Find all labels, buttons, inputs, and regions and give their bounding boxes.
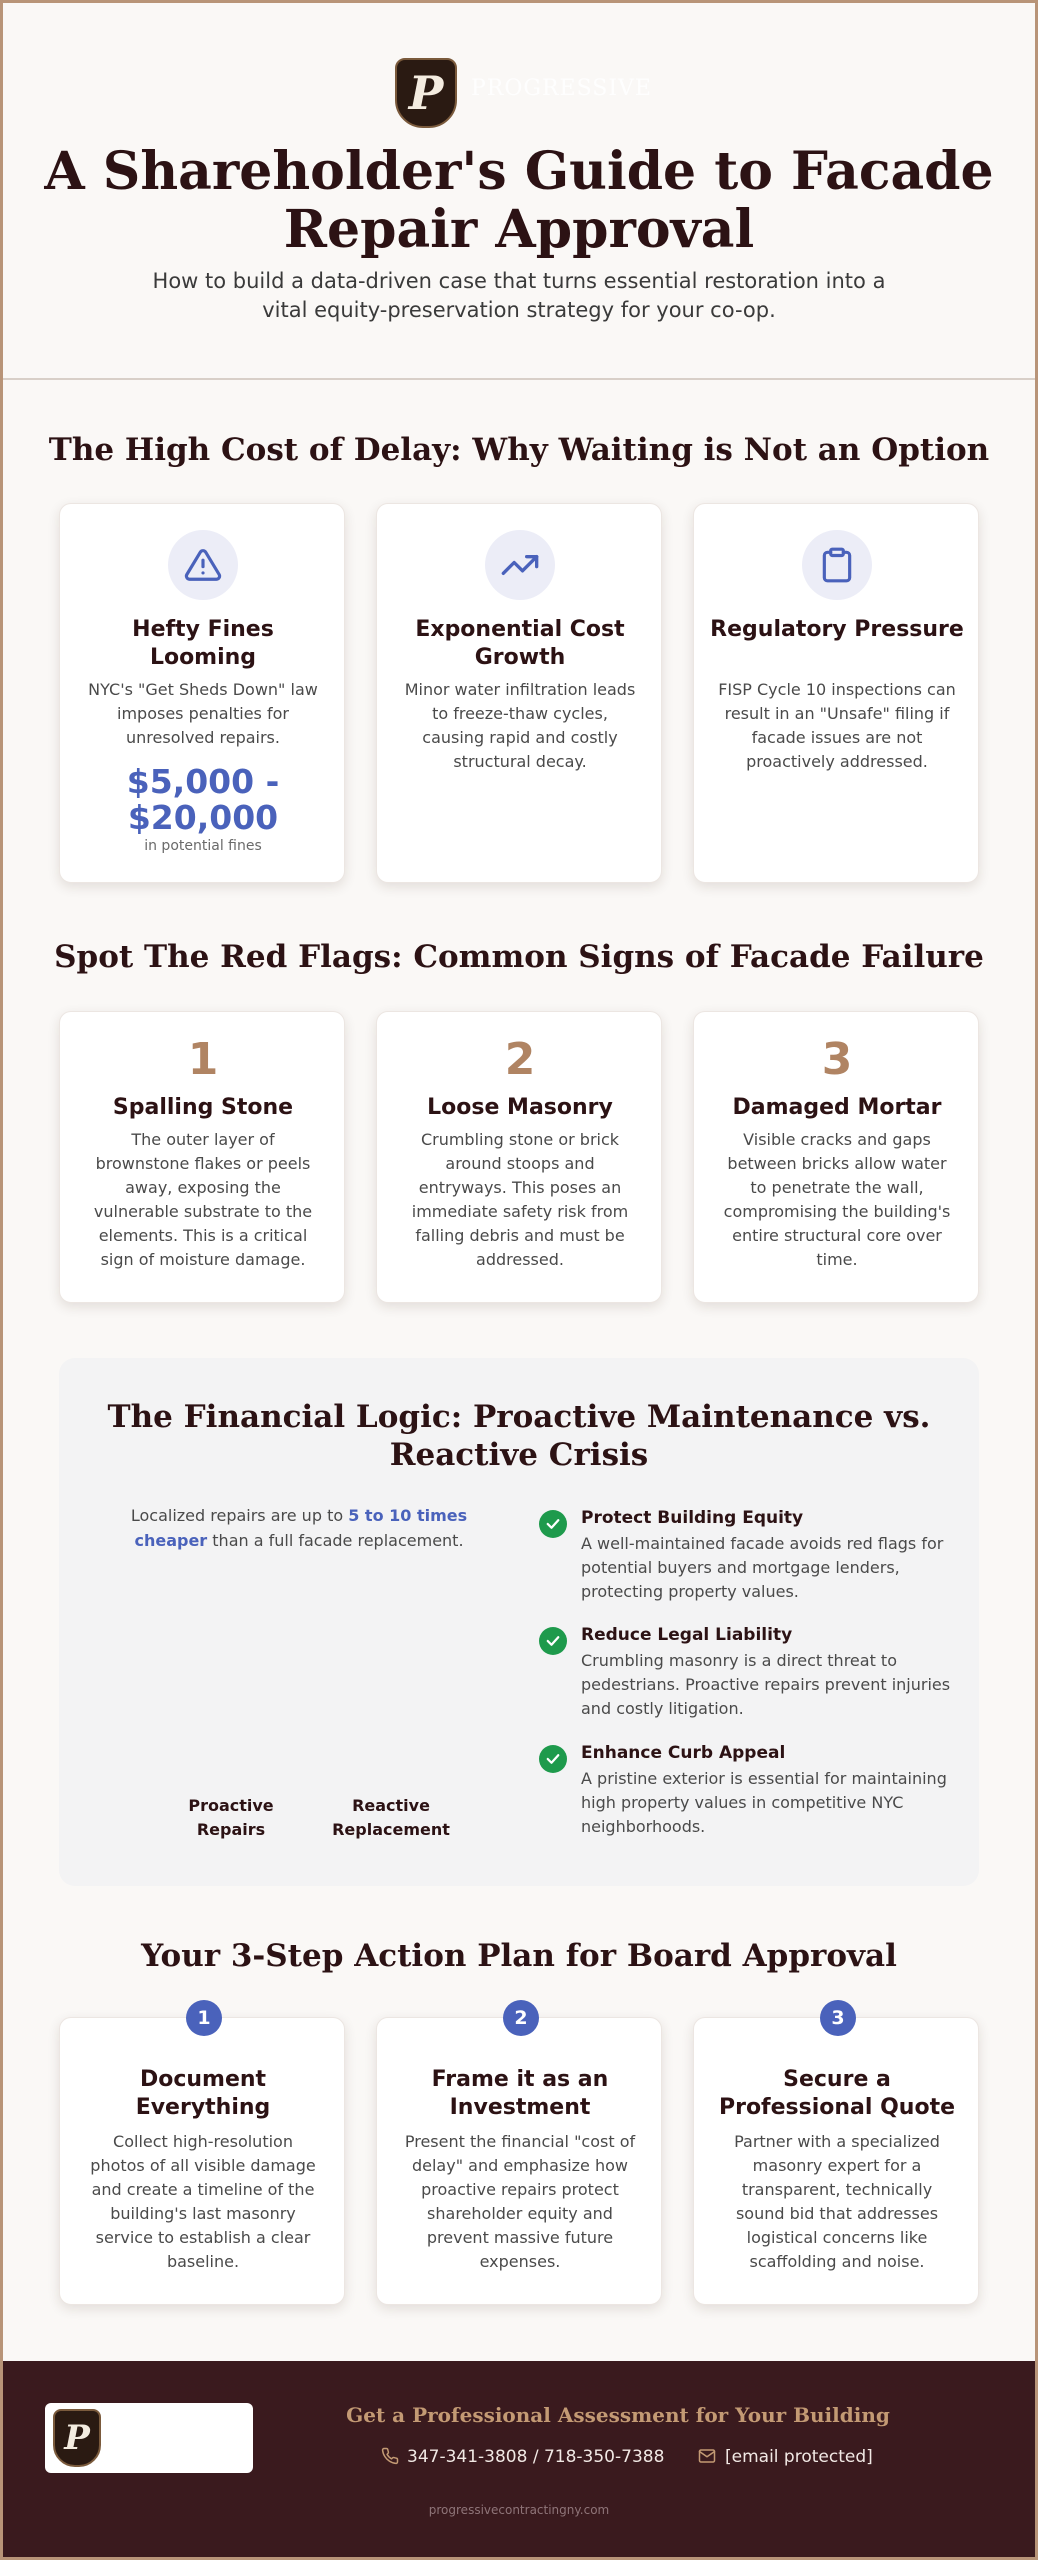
check-circle-icon (539, 1627, 567, 1655)
delay-card-regulatory (693, 503, 979, 883)
fine-note: in potential fines (144, 838, 262, 854)
card-body: Present the financial "cost of delay" and emphasize how proactive repairs protect shareholder equity and prevent massive future expenses. (404, 2132, 636, 2271)
card-title: Regulatory Pressure (710, 617, 964, 642)
plan-step-frame (376, 2007, 662, 2305)
intro-text-end: than a full facade replacement. (207, 1531, 464, 1550)
delay-card-cost-growth (376, 503, 662, 883)
logo-badge: P (395, 58, 457, 128)
page-subtitle: How to build a data-driven case that turns essential restoration into a vital equity-preservation strategy for your co-op. (152, 269, 886, 322)
benefit-body: A pristine exterior is essential for maintaining high property values in competitive NYC neighborhoods. (581, 1769, 947, 1836)
footer-logo[interactable] (45, 2403, 253, 2473)
footer-cta-title: Get a Professional Assessment for Your Building (346, 2403, 890, 2427)
footer (3, 2361, 1035, 2557)
intro-text: Localized repairs are up to (130, 1506, 349, 1525)
card-body: NYC's "Get Sheds Down" law imposes penalties for unresolved repairs. (88, 680, 318, 747)
mail-icon (697, 2447, 717, 2470)
step-badge: 3 (820, 2000, 856, 2036)
flags-section-title: Spot The Red Flags: Common Signs of Facade Failure (54, 939, 984, 975)
card-title: Loose Masonry (427, 1095, 613, 1120)
company-logo[interactable] (395, 58, 655, 130)
delay-card-fines (59, 503, 345, 883)
flag-number: 3 (821, 1034, 853, 1085)
intro-highlight: 5 to 10 times cheaper (134, 1506, 468, 1550)
page (3, 3, 1035, 2557)
card-body: Partner with a specialized masonry expert for a transparent, technically sound bid that addresses logistical concerns like scaffolding and noise. (734, 2132, 940, 2271)
plan-step-document (59, 2007, 345, 2305)
check-circle-icon (539, 1510, 567, 1538)
card-body: Crumbling stone or brick around stoops and entryways. This poses an immediate safety risk from falling debris and must be addressed. (411, 1130, 629, 1269)
delay-section-title: The High Cost of Delay: Why Waiting is Not an Option (48, 432, 990, 468)
bar-label-reactive: Reactive Replacement (332, 1796, 450, 1839)
email-contact[interactable] (697, 2447, 873, 2470)
phone-numbers: 347-341-3808 / 718-350-7388 (407, 2447, 665, 2467)
hero-header (3, 3, 1035, 379)
trending-up-icon (485, 530, 555, 600)
flag-number: 2 (504, 1034, 536, 1085)
flag-card-spalling (59, 1011, 345, 1303)
flag-card-loose-masonry (376, 1011, 662, 1303)
card-body: FISP Cycle 10 inspections can result in an "Unsafe" filing if facade issues are not proactively addressed. (718, 680, 956, 771)
step-badge: 2 (503, 2000, 539, 2036)
warning-triangle-icon (168, 530, 238, 600)
benefit-body: A well-maintained facade avoids red flags for potential buyers and mortgage lenders, protecting property values. (581, 1534, 944, 1601)
card-title: Document Everything (135, 2067, 271, 2120)
financial-panel (59, 1358, 979, 1886)
card-body: Minor water infiltration leads to freeze-thaw cycles, causing rapid and costly structural decay. (404, 680, 636, 771)
divider (3, 378, 1035, 380)
clipboard-icon (802, 530, 872, 600)
plan-section-title: Your 3-Step Action Plan for Board Approval (141, 1938, 897, 1974)
card-body: Visible cracks and gaps between bricks allow water to penetrate the wall, compromising the building's entire structural core over time. (723, 1130, 951, 1269)
email-address: [email protected] (725, 2447, 873, 2467)
card-body: Collect high-resolution photos of all visible damage and create a timeline of the building's last masonry service to establish a clear baseline. (90, 2132, 316, 2271)
benefit-liability (539, 1625, 959, 1725)
bar-label-proactive: Proactive Repairs (188, 1796, 274, 1839)
benefit-curb-appeal (539, 1743, 959, 1843)
fine-amount: $5,000 - $20,000 (126, 762, 280, 837)
benefit-equity (539, 1508, 959, 1608)
benefit-title: Enhance Curb Appeal (581, 1743, 786, 1763)
benefit-title: Protect Building Equity (581, 1508, 804, 1528)
flag-number: 1 (187, 1034, 219, 1085)
benefit-title: Reduce Legal Liability (581, 1625, 793, 1645)
card-title: Frame it as an Investment (431, 2067, 609, 2120)
flag-card-mortar (693, 1011, 979, 1303)
phone-contact[interactable] (381, 2447, 664, 2470)
phone-icon (381, 2447, 399, 2470)
card-title: Damaged Mortar (732, 1095, 942, 1120)
logo-wordmark: PROGRESSIVE (471, 76, 652, 101)
card-title: Hefty Fines Looming (132, 617, 274, 670)
card-title: Spalling Stone (112, 1095, 294, 1120)
card-title: Exponential Cost Growth (415, 617, 625, 670)
page-title: A Shareholder's Guide to Facade Repair Approval (44, 141, 994, 260)
footer-logo-badge: P (53, 2409, 101, 2467)
check-circle-icon (539, 1745, 567, 1773)
plan-step-quote (693, 2007, 979, 2305)
website-link[interactable]: progressivecontractingny.com (428, 2503, 610, 2517)
benefit-body: Crumbling masonry is a direct threat to pedestrians. Proactive repairs prevent injuries and costly litigation. (581, 1651, 951, 1718)
step-badge: 1 (186, 2000, 222, 2036)
financial-intro (129, 1503, 469, 1553)
financial-section-title: The Financial Logic: Proactive Maintenance vs. Reactive Crisis (107, 1399, 931, 1473)
card-title: Secure a Professional Quote (718, 2067, 956, 2120)
card-body: The outer layer of brownstone flakes or peels away, exposing the vulnerable substrate to the elements. This is a critical sign of moisture damage. (93, 1130, 313, 1269)
